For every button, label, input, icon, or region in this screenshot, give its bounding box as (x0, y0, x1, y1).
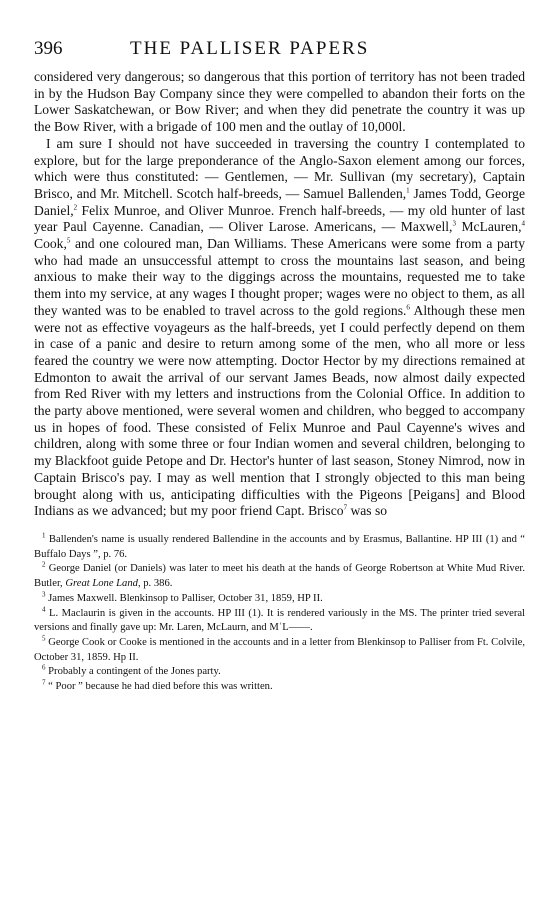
footnote-ref-3: 3 (452, 219, 456, 228)
footnote-mark: 5 (42, 634, 46, 643)
footnote-mark: 2 (42, 560, 46, 569)
footnote-mark: 3 (42, 590, 46, 599)
body-text (34, 69, 525, 520)
footnote-text: James Maxwell. Blenkinsop to Palliser, October 31, 1859, HP II. (48, 592, 323, 604)
paragraph-2-text: I am sure I should not have succeeded in traversing the country I contemplated to explore, but for the large preponderance of the Anglo-Saxon element among our forces, which were thus constituted: — Gentlemen, — Mr. Sullivan (my secretary), Captain Brisco, and Mr. Mitchell. Scotch half-breeds, — Samuel Ballenden, (34, 135, 525, 201)
footnote-text: “ Poor ” because he had died before this was written. (48, 681, 273, 693)
paragraph-2-text: was so (347, 503, 388, 519)
footnotes (34, 533, 525, 695)
footnote-mark: 1 (42, 531, 46, 540)
footnote-text: Probably a contingent of the Jones party. (48, 666, 221, 678)
footnote-ref-1: 1 (406, 186, 410, 195)
paragraph-2-text: Although these men were not as effective voyageurs as the half-breeds, yet I could perfectly depend on them in case of a panic and desire to return among some of the men, who all more or less feared the country we were now attempting. Doctor Hector by my directions remained at Edmonton to await the arrival of our servant James Beads, now almost daily expected from Red River with my letters and instructions from the Colonial Office. In addition to the party above mentioned, were several women and children, who begged to accompany us in hopes of food. These consisted of Felix Munroe and Paul Cayenne's wives and children, along with some three or four Indian women and several children, belonging to my Blackfoot guide Petope and Dr. Hector's hunter of last season, Stoney Nimrod, now in Captain Brisco's pay. I may as well mention that I strongly objected to this man being brought along with us, anticipating difficulties with the Pigeons [Peigans] and Blood Indians as we advanced; but my poor friend Capt. Brisco (34, 302, 525, 519)
footnote-ref-7: 7 (343, 503, 348, 512)
page-header (34, 38, 525, 64)
footnote-6 (34, 665, 525, 680)
footnote-ref-4: 4 (521, 219, 525, 228)
footnote-1 (34, 533, 525, 562)
paragraph-1: considered very dangerous; so dangerous that this portion of territory has not been traded in by the Hudson Bay Company since they were compelled to abandon their forts on the Lower Saskatchewan, or Bow River; and when they did penetrate the country it was up the Bow River, with a brigade of 100 men and the outlay of 10,000l. (34, 69, 525, 135)
footnote-text: George Daniel (or Daniels) was later to meet his death at the hands of George Robertson at White Mud River. Butler, (34, 563, 525, 590)
footnote-2 (34, 562, 525, 591)
paragraph-2-text: James Todd, George Daniel, (34, 185, 525, 218)
footnote-text: Ballenden's name is usually rendered Ballendine in the accounts and by Erasmus, Ballantine. HP III (1) and “ Buffalo Days ”, p. 76. (34, 533, 526, 560)
footnote-mark: 6 (42, 663, 46, 672)
paragraph-2-text: Felix Munroe, and Oliver Munroe. French half-breeds, — my old hunter of last year Paul Cayenne. Canadian, — Oliver Larose. Americans, — Maxwell, (34, 202, 525, 235)
footnote-mark: 7 (42, 678, 46, 687)
paragraph-2-text: Cook, (34, 236, 67, 252)
paragraph-2-text: McLauren, (455, 219, 522, 235)
footnote-text: George Cook or Cooke is mentioned in the accounts and in a letter from Blenkinsop to Palliser from Ft. Colvile, October 31, 1859. Hp II. (34, 636, 525, 663)
footnote-text: , p. 386. (137, 578, 173, 590)
paragraph-2-text: and one coloured man, Dan Williams. These Americans were some from a party who had made an unsuccessful attempt to cross the mountains last season, and being anxious to make their way to the diggings across the mountains, requested me to take them into my service, at any wages I thought proper; wages were no object to them, as all they wanted was to be enabled to travel across to the gold regions. (34, 236, 525, 318)
footnote-5 (34, 636, 525, 665)
footnote-ref-6: 6 (406, 303, 410, 312)
footnote-7 (34, 680, 525, 695)
footnote-3 (34, 592, 525, 607)
footnote-mark: 4 (42, 604, 46, 613)
page-number: 396 (34, 38, 63, 59)
footnote-ref-5: 5 (66, 236, 71, 245)
footnote-text: L. Maclaurin is given in the accounts. HP III (1). It is rendered variously in the MS. The printer tried several versions and finally gave up: Mr. Laren, McLaurn, and MʿL——. (34, 607, 526, 634)
footnote-book-title: Great Lone Land (65, 578, 138, 590)
running-head: THE PALLISER PAPERS (130, 38, 370, 59)
footnote-4 (34, 604, 526, 636)
paragraph-2 (34, 136, 525, 520)
footnote-ref-2: 2 (73, 203, 78, 212)
book-page (34, 38, 525, 695)
